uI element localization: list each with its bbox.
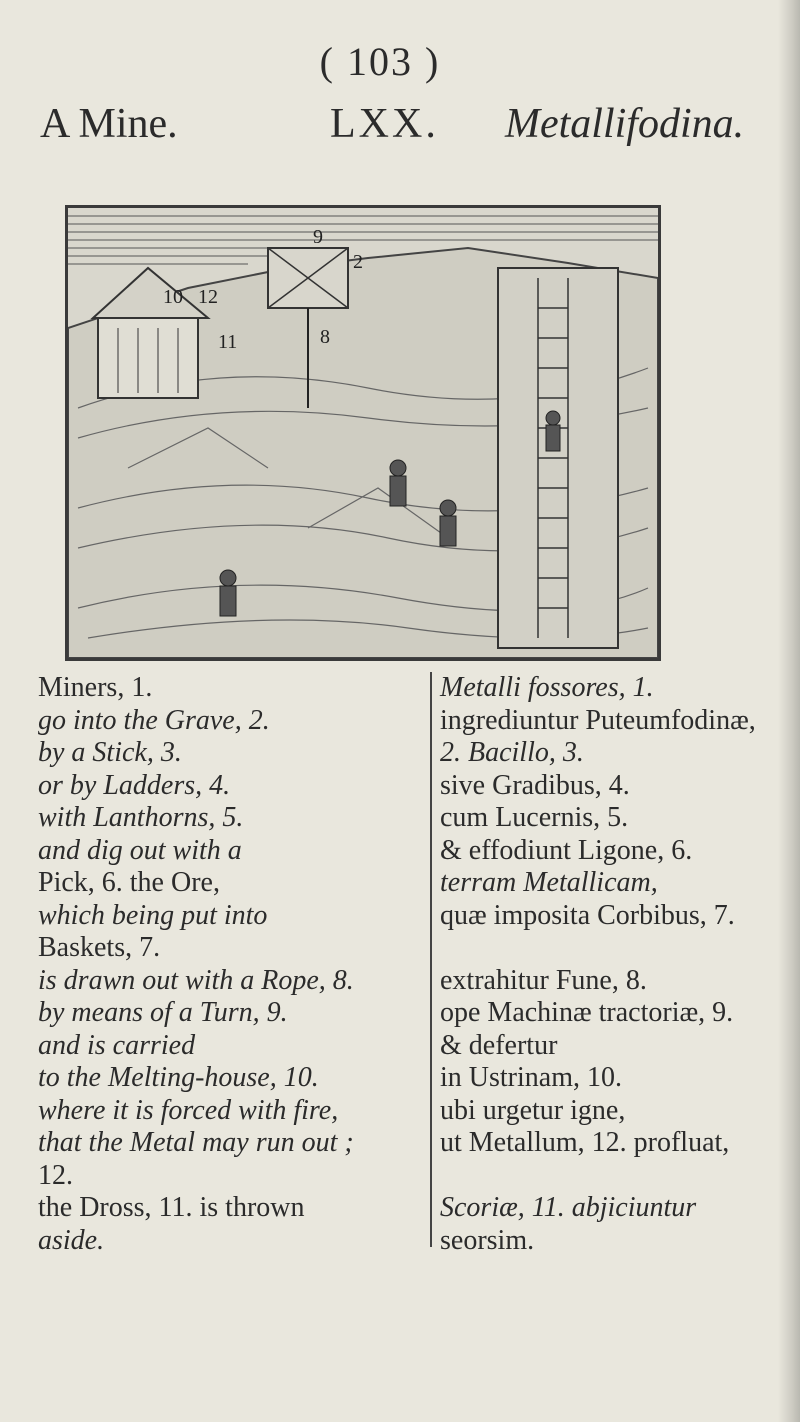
illustration-label: 9	[313, 226, 323, 248]
english-line: and dig out with a	[38, 834, 242, 866]
latin-line	[440, 932, 800, 965]
latin-line: & effodiunt Ligone, 6.	[440, 834, 693, 866]
latin-line	[440, 1160, 800, 1193]
mine-engraving	[65, 205, 661, 661]
latin-line: cum Lucernis, 5.	[440, 802, 629, 833]
title-latin: Metallifodina.	[505, 101, 745, 147]
english-line: or by Ladders, 4.	[38, 769, 231, 801]
english-line: by a Stick, 3.	[38, 737, 182, 768]
english-line: aside.	[38, 1224, 105, 1256]
english-line: Miners, 1.	[38, 672, 153, 703]
english-line: Pick, 6. the Ore,	[38, 867, 220, 898]
english-line: 12.	[38, 1159, 73, 1191]
english-line: with Lanthorns, 5.	[38, 802, 244, 833]
illustration-label: 11	[218, 331, 238, 353]
english-line: by means of a Turn, 9.	[38, 997, 288, 1028]
english-line: is drawn out with a Rope, 8.	[38, 964, 354, 996]
latin-line: ope Machinæ tractoriæ, 9.	[440, 997, 734, 1028]
section-number: LXX.	[330, 101, 439, 147]
latin-column	[430, 672, 800, 1256]
latin-line: in Ustrinam, 10.	[440, 1062, 622, 1093]
latin-line: terram Metallicam,	[440, 867, 658, 898]
english-column	[38, 672, 438, 1257]
illustration-label: 2	[353, 251, 363, 273]
english-line: which being put into	[38, 899, 268, 931]
latin-line: ubi urgetur igne,	[440, 1094, 626, 1126]
latin-line: ingrediuntur Puteumfodinæ,	[440, 704, 756, 736]
latin-line: quæ imposita Corbibus, 7.	[440, 899, 735, 931]
english-line: to the Melting-house, 10.	[38, 1062, 319, 1093]
latin-line: ut Metallum, 12. profluat,	[440, 1127, 730, 1158]
english-line: where it is forced with fire,	[38, 1094, 339, 1126]
english-line: that the Metal may run out ;	[38, 1127, 354, 1158]
page-number: ( 103 )	[319, 39, 441, 84]
latin-line: Scoriæ, 11. abjiciuntur	[440, 1192, 697, 1223]
latin-line: extrahitur Fune, 8.	[440, 964, 647, 996]
latin-line: sive Gradibus, 4.	[440, 769, 630, 801]
latin-line: seorsim.	[440, 1224, 535, 1256]
title-english: A Mine.	[40, 101, 178, 147]
illustration-label: 10	[163, 286, 183, 308]
english-line: and is carried	[38, 1029, 196, 1061]
page-header	[40, 100, 760, 160]
english-line: go into the Grave, 2.	[38, 704, 270, 736]
latin-line: 2. Bacillo, 3.	[440, 737, 584, 768]
english-line: Baskets, 7.	[38, 932, 161, 963]
illustration-label: 8	[320, 326, 330, 348]
latin-line: & defertur	[440, 1029, 558, 1061]
latin-line: Metalli fossores, 1.	[440, 672, 654, 703]
english-line: the Dross, 11. is thrown	[38, 1192, 305, 1223]
illustration-label: 12	[198, 286, 218, 308]
